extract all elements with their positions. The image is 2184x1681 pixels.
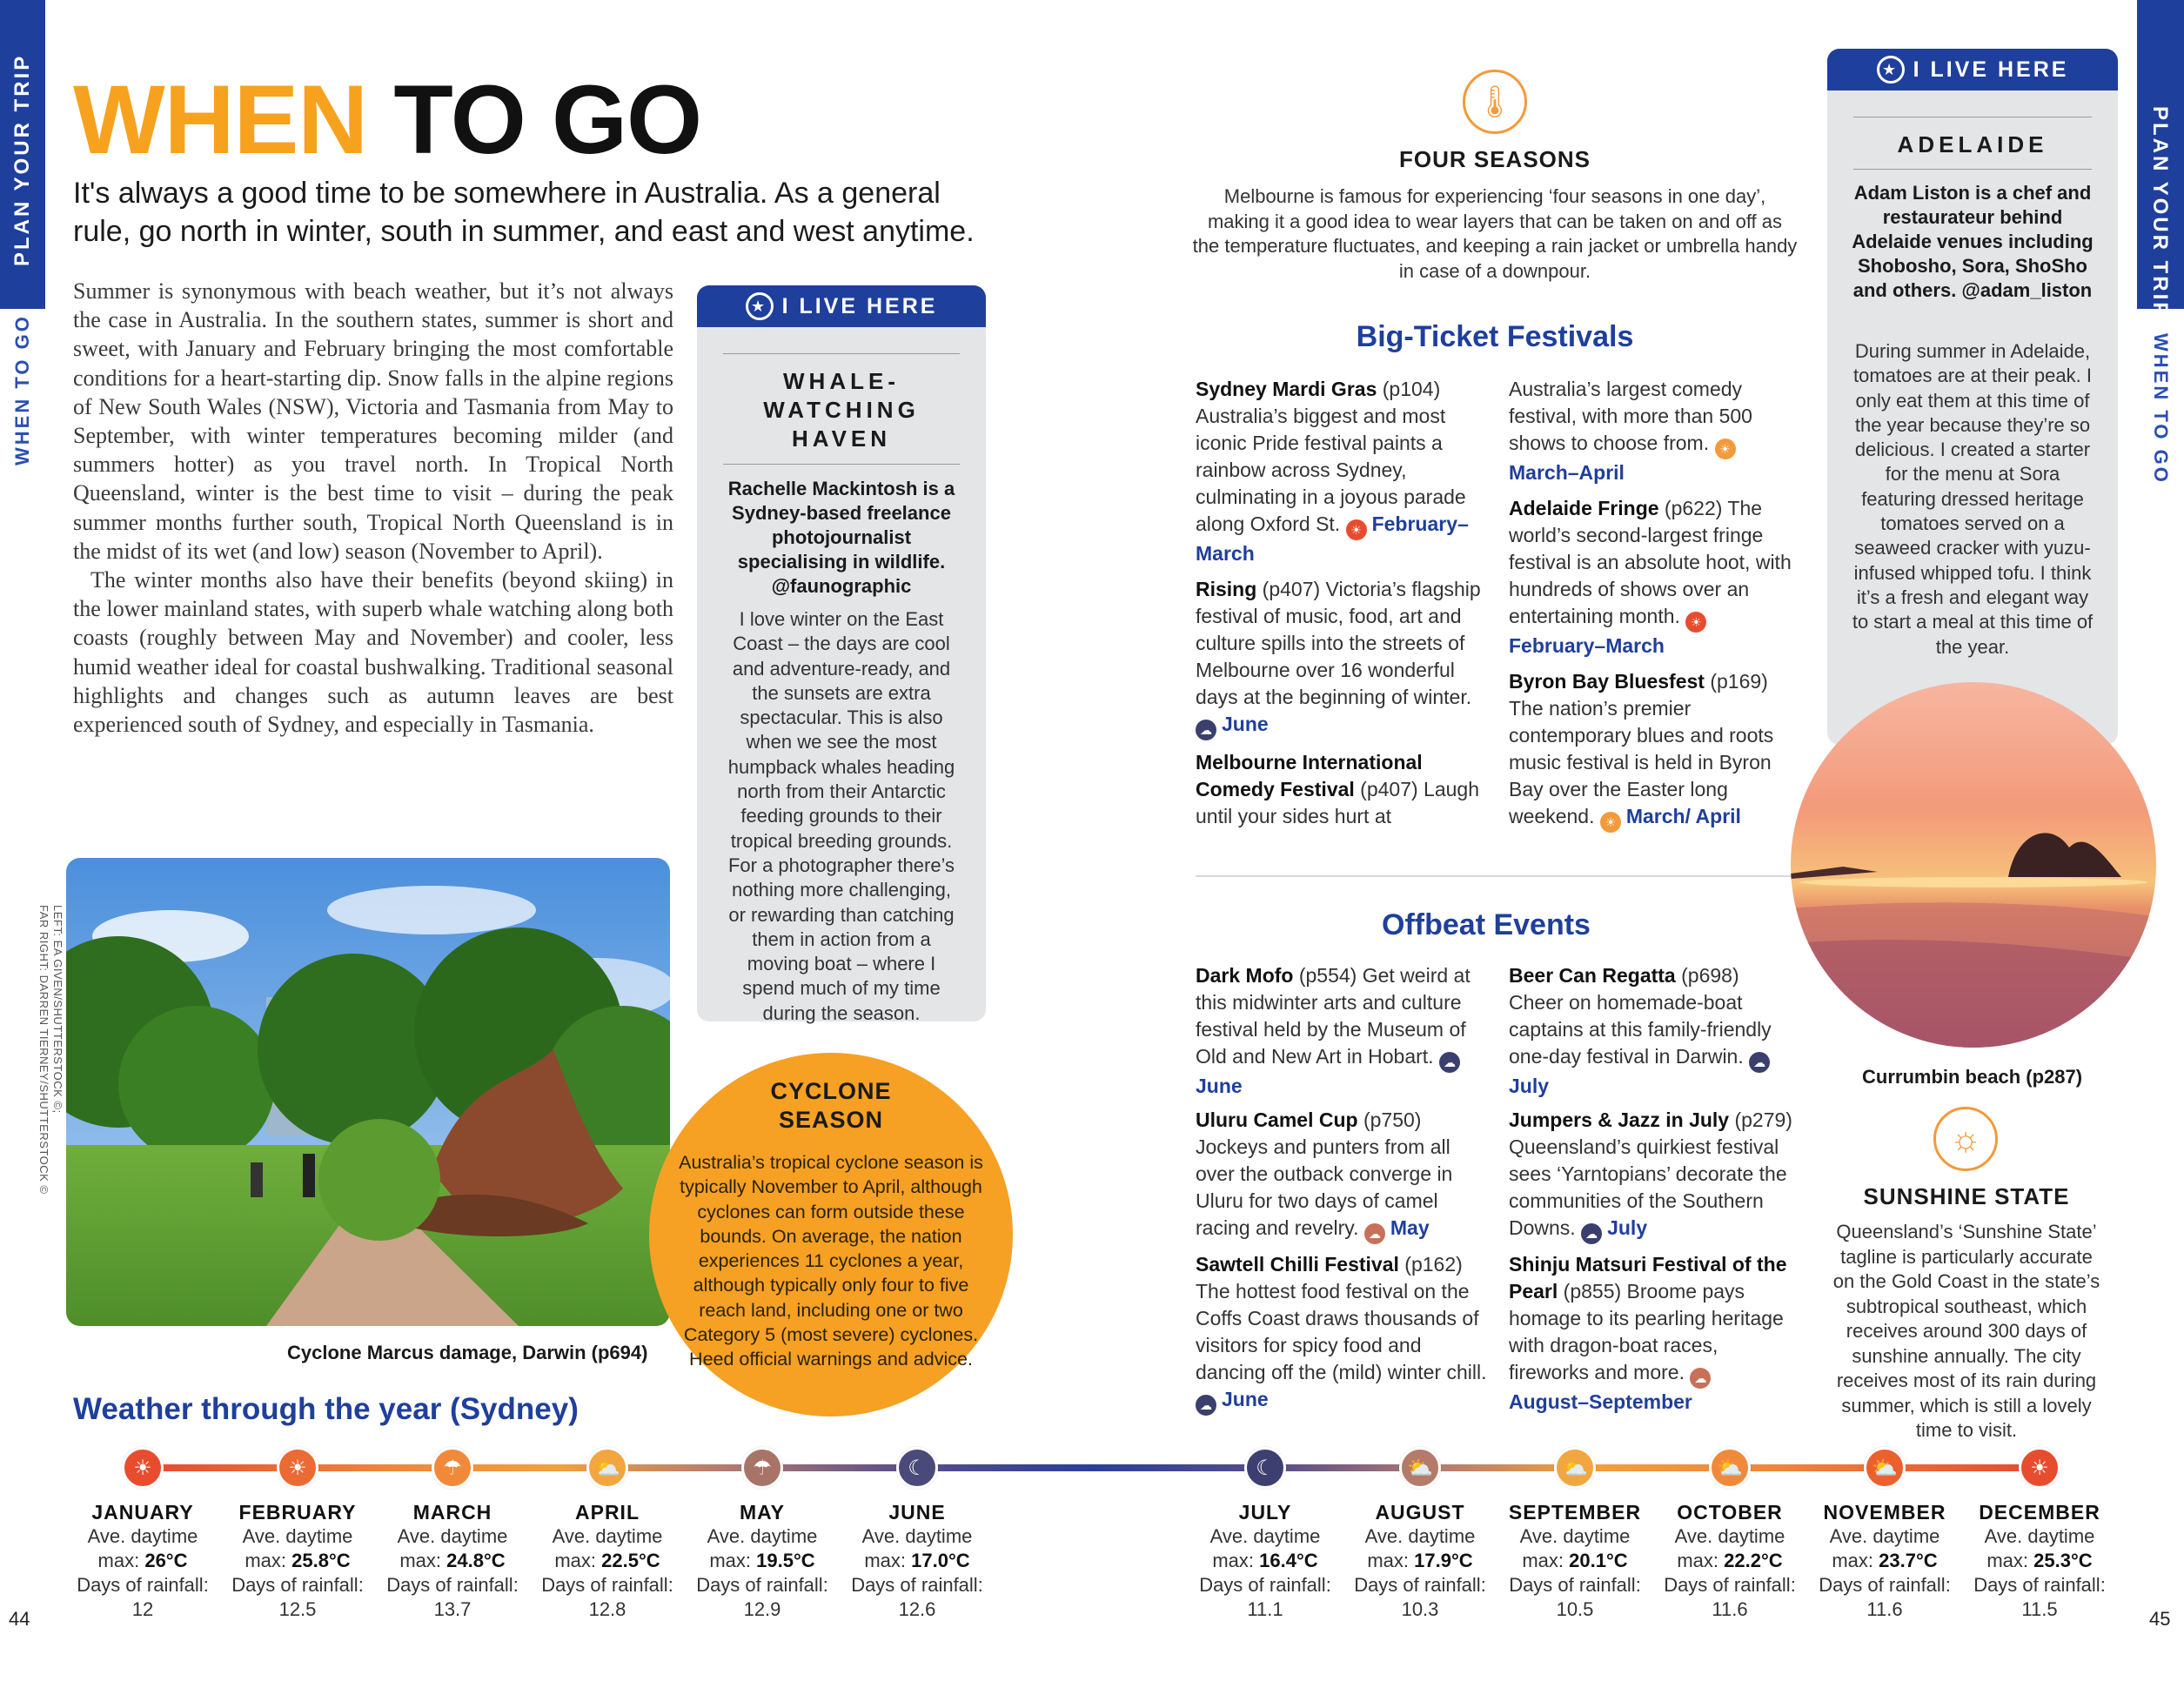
month-name: OCTOBER [1677, 1501, 1783, 1524]
rain-label: Days of rainfall: [1664, 1574, 1796, 1596]
intro-text: It's always a good time to be somewhere in Australia. As a general rule, go north in winter, south in summer, and east and west anytime. [73, 177, 975, 248]
rain-days: 12.6 [898, 1598, 936, 1620]
rain-label: Days of rainfall: [1354, 1574, 1486, 1596]
temp-line [1191, 1549, 1339, 1573]
star-badge-icon [1877, 56, 1905, 84]
festival-when: June [1222, 713, 1269, 735]
temp-label: Ave. daytime [87, 1525, 198, 1547]
weather-month-may [688, 1500, 836, 1622]
festival-item [1509, 376, 1796, 486]
four-seasons-title: FOUR SEASONS [1398, 146, 1591, 172]
max-prefix: max: [709, 1550, 752, 1571]
rain-days: 12.8 [588, 1598, 626, 1620]
festival-item [1196, 749, 1491, 830]
month-name: JUNE [888, 1501, 946, 1524]
max-prefix: max: [245, 1550, 287, 1571]
autumn-sun-icon: ☀ [1715, 439, 1736, 459]
temp-line [1811, 1549, 1959, 1573]
rain-days: 12.9 [743, 1598, 781, 1620]
currumbin-beach-photo [1791, 682, 2156, 1048]
event-desc: Jockeys and punters from all over the outback converge in Uluru for two days of camel racing and revelry. [1196, 1135, 1453, 1239]
event-ref: (p698) [1675, 964, 1739, 987]
section-divider [1196, 875, 1796, 877]
i-live-here-header [1827, 49, 2118, 90]
temp-label: Ave. daytime [242, 1525, 353, 1547]
temp-label: Ave. daytime [1209, 1525, 1321, 1547]
max-temp: 17.0°C [911, 1550, 970, 1571]
month-name: SEPTEMBER [1508, 1501, 1642, 1524]
winter-cloud-icon: ☁ [1749, 1052, 1770, 1073]
temp-line [533, 1549, 681, 1573]
temp-label: Ave. daytime [397, 1525, 508, 1547]
i-live-here-box-adelaide [1827, 49, 2118, 745]
festival-desc: Laugh until your sides hurt at [1196, 778, 1480, 827]
rain-days: 11.6 [1712, 1598, 1748, 1620]
photo-credit [30, 905, 64, 1195]
rain-days: 13.7 [433, 1598, 472, 1620]
winter-cloud-icon: ☁ [1196, 1395, 1216, 1416]
cyclone-title: CYCLONE SEASON [770, 1078, 892, 1133]
festival-item [1196, 576, 1491, 740]
rain-label: Days of rainfall: [851, 1574, 983, 1596]
whale-box-title: WHALE-WATCHING HAVEN [763, 368, 920, 452]
temp-label: Ave. daytime [1519, 1525, 1631, 1547]
max-temp: 22.2°C [1724, 1550, 1783, 1571]
max-temp: 16.4°C [1259, 1550, 1318, 1571]
whale-box-author: Rachelle Mackintosh is a Sydney-based freelance photojournalist specialising in wildlife. @faunographic [727, 478, 955, 597]
max-prefix: max: [1832, 1550, 1874, 1571]
section-tab-left [0, 0, 45, 309]
month-name: FEBRUARY [238, 1501, 357, 1524]
sun-icon: ☀ [122, 1447, 164, 1489]
winter-cloud-icon: ☁ [1439, 1052, 1460, 1073]
rain-label: Days of rainfall: [1199, 1574, 1331, 1596]
weather-month-august [1346, 1500, 1494, 1622]
moon-cloud-icon: ☾ [1244, 1447, 1286, 1489]
event-desc: Cheer on homemade-boat captains at this family-friendly one-day festival in Darwin. [1509, 991, 1772, 1068]
credit-line: LEFT: EA GIVEN/SHUTTERSTOCK ©; [51, 905, 64, 1114]
whale-box-text: I love winter on the East Coast – the days are cool and adventure-ready, and the sunsets are extra spectacular. This is also when we see the most humpback whales heading north from their Antarctic feeding grounds to their tropical breeding grounds. For a photographer there’s nothing more challenging, or rewarding than catching them in action from a moving boat – where I spend much of my time during the season. [727, 608, 955, 1024]
rain-label: Days of rainfall: [1819, 1574, 1951, 1596]
event-name: Beer Can Regatta [1509, 964, 1676, 987]
offbeat-heading: Offbeat Events [1382, 908, 1591, 941]
max-prefix: max: [399, 1550, 442, 1571]
festival-ref: (p407) [1354, 778, 1418, 800]
event-item [1509, 962, 1796, 1100]
temp-line [843, 1549, 991, 1573]
rain-days: 12.5 [278, 1598, 317, 1620]
event-name: Jumpers & Jazz in July [1509, 1108, 1730, 1131]
event-item [1509, 1107, 1796, 1244]
adelaide-box-text: During summer in Adelaide, tomatoes are at their peak. I only eat them at this time of the year because they’re so delicious. I created a starter for the menu at Sora featuring dressed heritage tomatoes served on a seaweed cracker with yuzu-infused whipped tofu. I think it’s a fresh and elegant way to start a meal at this time of the year. [1852, 340, 2094, 658]
max-temp: 23.7°C [1879, 1550, 1938, 1571]
festival-when: March–April [1509, 461, 1625, 484]
festival-ref: (p622) [1658, 497, 1723, 519]
cyclone-season-callout [649, 1053, 1013, 1416]
page-title [73, 65, 702, 174]
festival-name: Rising [1196, 578, 1257, 600]
festival-item [1509, 495, 1796, 660]
festival-name: Byron Bay Bluesfest [1509, 670, 1705, 693]
temp-line [224, 1549, 372, 1573]
body-text [73, 277, 673, 739]
i-live-here-label: I LIVE HERE [781, 293, 938, 318]
offbeat-left-column [1196, 962, 1491, 1416]
max-temp: 25.3°C [2033, 1550, 2093, 1571]
month-name: MARCH [412, 1501, 492, 1524]
temp-label: Ave. daytime [1364, 1525, 1476, 1547]
weather-month-november [1811, 1500, 1959, 1622]
rain-days: 11.1 [1247, 1598, 1283, 1620]
adelaide-box-title: ADELAIDE [1897, 131, 2048, 157]
adelaide-box-author: Adam Liston is a chef and restaurateur behind Adelaide venues including Shobosho, Sora, ShoSho and others. @adam_liston [1852, 182, 2094, 301]
sun-cloud-icon: ⛅ [1554, 1447, 1596, 1489]
rain-label: Days of rainfall: [77, 1574, 209, 1596]
event-item [1196, 1251, 1491, 1416]
max-prefix: max: [1522, 1550, 1564, 1571]
rain-label: Days of rainfall: [541, 1574, 673, 1596]
rain-days: 10.3 [1401, 1598, 1439, 1620]
max-temp: 25.8°C [291, 1550, 351, 1571]
beach-sunset-image [1791, 682, 2156, 1048]
weather-month-march [379, 1500, 526, 1622]
event-ref: (p855) [1558, 1280, 1622, 1303]
festival-ref: (p104) [1377, 378, 1441, 400]
max-prefix: max: [1212, 1550, 1255, 1571]
event-desc: The hottest food festival on the Coffs Coast draws thousands of visitors for spicy food and dancing off the (mild) winter chill. [1196, 1280, 1487, 1383]
i-live-here-box-whale [697, 285, 986, 1024]
event-item [1196, 1107, 1491, 1244]
summer-sun-icon: ☀ [1685, 612, 1706, 633]
page-number-right: 45 [2149, 1608, 2171, 1630]
max-temp: 20.1°C [1569, 1550, 1628, 1571]
max-prefix: max: [1367, 1550, 1410, 1571]
rain-days: 12 [131, 1598, 154, 1620]
weather-month-october [1656, 1500, 1804, 1622]
section-subtab-label-right: WHEN TO GO [2150, 333, 2172, 485]
max-temp: 19.5°C [756, 1550, 815, 1571]
rain-days: 11.6 [1866, 1598, 1903, 1620]
temp-label: Ave. daytime [707, 1525, 818, 1547]
section-subtab-label: WHEN TO GO [11, 314, 33, 465]
temp-line [69, 1549, 217, 1573]
festival-name: Adelaide Fringe [1509, 497, 1659, 519]
max-prefix: max: [97, 1550, 140, 1571]
temp-label: Ave. daytime [861, 1525, 973, 1547]
body-paragraph: Summer is synonymous with beach weather, but it’s not always the case in Australia. In the southern states, summer is short and sweet, with January and February bringing the most comfortable conditions for a heart-starting dip. Snow falls in the alpine regions of New South Wales (NSW), Victoria and Tasmania from May to September, with winter temperatures becoming milder (and summers hotter) as you travel north. In Tropical North Queensland, winter is the best time to visit – during the peak summer months further south, Tropical North Queensland is in the midst of its wet (and low) season (November to April). [73, 278, 673, 564]
photo-caption: Cyclone Marcus damage, Darwin (p694) [287, 1342, 648, 1363]
sun-cloud-icon: ⛅ [1864, 1447, 1906, 1489]
event-name: Sawtell Chilli Festival [1196, 1253, 1399, 1276]
weather-month-june [843, 1500, 991, 1622]
offbeat-right-column [1509, 962, 1796, 1416]
winter-cloud-icon: ☁ [1581, 1223, 1602, 1244]
divider [723, 353, 960, 354]
event-ref: (p279) [1729, 1108, 1792, 1131]
max-prefix: max: [1986, 1550, 2029, 1571]
festival-desc: Victoria’s flagship festival of music, food, art and culture spills into the streets of Melbourne over 16 wonderful days at the beginning of winter. [1196, 578, 1481, 708]
festival-desc: The nation’s premier contemporary blues and roots music festival is held in Byron Bay over the Easter long weekend. [1509, 697, 1774, 827]
sunshine-text: Queensland’s ‘Sunshine State’ tagline is particularly accurate on the Gold Coast in the state’s subtropical southeast, which receives around 300 days of sunshine annually. The city receives most of its rain during summer, which is still a lovely time to visit. [1832, 1221, 2100, 1441]
thermometer-icon: 🌡 [1463, 70, 1527, 134]
moon-cloud-icon: ☾ [896, 1447, 938, 1489]
weather-month-july [1191, 1500, 1339, 1622]
festivals-left-column [1196, 376, 1491, 830]
event-desc: Get weird at this midwinter arts and culture festival held by the Museum of Old and New Art in Hobart. [1196, 964, 1471, 1068]
temp-label: Ave. daytime [1674, 1525, 1785, 1547]
summer-sun-icon: ☀ [1346, 519, 1367, 540]
rain-label: Days of rainfall: [696, 1574, 828, 1596]
month-name: APRIL [575, 1501, 640, 1524]
festival-desc: The world’s second-largest fringe festival is an absolute hoot, with hundreds of shows over an entertaining month. [1509, 497, 1792, 627]
sun-cloud-icon: ⛅ [586, 1447, 628, 1489]
festival-name: Sydney Mardi Gras [1196, 378, 1377, 400]
rain-cloud-icon: ☂ [741, 1447, 783, 1489]
section-tab-label: PLAN YOUR TRIP [10, 53, 34, 266]
month-name: DECEMBER [1979, 1501, 2100, 1524]
month-name: MAY [740, 1501, 785, 1524]
festival-when: February–March [1509, 634, 1665, 657]
autumn-sun-icon: ☀ [1600, 812, 1621, 833]
temp-line [379, 1549, 526, 1573]
temp-line [1346, 1549, 1494, 1573]
winter-cloud-icon: ☁ [1196, 720, 1216, 740]
festivals-heading: Big-Ticket Festivals [1356, 320, 1634, 353]
month-name: JULY [1238, 1501, 1292, 1524]
beach-caption: Currumbin beach (p287) [1862, 1066, 2083, 1088]
event-item [1196, 962, 1491, 1100]
month-name: JANUARY [91, 1501, 194, 1524]
event-item [1509, 1251, 1796, 1416]
event-name: Dark Mofo [1196, 964, 1294, 987]
max-prefix: max: [554, 1550, 597, 1571]
event-desc: Broome pays homage to its pearling heritage with dragon-boat races, fireworks and more. [1509, 1280, 1784, 1383]
event-name: Shinju Matsuri Festival of the Pearl [1509, 1253, 1787, 1303]
i-live-here-label: I LIVE HERE [1913, 57, 2069, 82]
sun-icon: ☀ [277, 1447, 318, 1489]
rain-cloud-icon: ☂ [432, 1447, 473, 1489]
festival-name: Melbourne International Comedy Festival [1196, 751, 1423, 800]
max-prefix: max: [1677, 1550, 1719, 1571]
festival-ref: (p407) [1256, 578, 1321, 600]
weather-month-september [1501, 1500, 1649, 1622]
sun-icon: ☀ [2019, 1447, 2060, 1489]
sun-cloud-icon: ⛅ [1399, 1447, 1441, 1489]
divider [723, 464, 960, 465]
divider [1853, 169, 2092, 170]
weather-month-december [1966, 1500, 2114, 1622]
event-ref: (p554) [1293, 964, 1357, 987]
month-name: NOVEMBER [1823, 1501, 1946, 1524]
rain-days: 11.5 [2021, 1598, 2058, 1620]
cyclone-photo [66, 858, 670, 1326]
event-ref: (p750) [1357, 1108, 1422, 1131]
weather-month-february [224, 1500, 372, 1622]
festival-desc: Australia’s biggest and most iconic Pride festival paints a rainbow across Sydney, culminating in a joyous parade along Oxford St. [1196, 405, 1466, 535]
event-when: August–September [1509, 1390, 1692, 1413]
max-temp: 22.5°C [601, 1550, 660, 1571]
page-title-part2: TO GO [393, 65, 702, 174]
weather-month-january [69, 1500, 217, 1622]
max-temp: 26°C [144, 1550, 188, 1571]
temp-line [688, 1549, 836, 1573]
max-temp: 17.9°C [1414, 1550, 1473, 1571]
weather-heading: Weather through the year (Sydney) [73, 1392, 579, 1426]
autumn-cloud-icon: ☁ [1364, 1223, 1385, 1244]
weather-month-april [533, 1500, 681, 1622]
event-ref: (p162) [1398, 1253, 1463, 1276]
star-badge-icon [746, 292, 774, 320]
spring-cloud-icon: ☁ [1690, 1368, 1711, 1389]
festival-desc: Australia’s largest comedy festival, with more than 500 shows to choose from. [1509, 378, 1752, 454]
rain-label: Days of rainfall: [231, 1574, 364, 1596]
month-name: AUGUST [1375, 1501, 1465, 1524]
max-prefix: max: [864, 1550, 907, 1571]
festivals-right-column [1509, 376, 1796, 833]
rain-days: 10.5 [1556, 1598, 1594, 1620]
event-when: June [1222, 1388, 1269, 1410]
credit-line: FAR RIGHT: DARREN TIERNEY/SHUTTERSTOCK © [37, 905, 50, 1195]
temp-label: Ave. daytime [1829, 1525, 1940, 1547]
weather-timeline [143, 1464, 2040, 1471]
page-number-left: 44 [9, 1608, 30, 1630]
section-tab-right [2137, 0, 2184, 319]
festival-item [1196, 376, 1491, 567]
festival-when: February–March [1196, 512, 1469, 565]
rain-label: Days of rainfall: [1973, 1574, 2106, 1596]
four-seasons-text: Melbourne is famous for experiencing ‘four seasons in one day’, making it a good idea to wear layers that can be taken on and off as the temperature fluctuates, and keeping a rain jacket or umbrella handy in case of a downpour. [1192, 185, 1798, 282]
festival-ref: (p169) [1704, 670, 1768, 693]
temp-line [1656, 1549, 1804, 1573]
rain-label: Days of rainfall: [386, 1574, 519, 1596]
event-name: Uluru Camel Cup [1196, 1108, 1358, 1131]
cyclone-text: Australia’s tropical cyclone season is typically November to April, although cyclones can form outside these bounds. On average, the nation experiences 11 cyclones a year, although typically only four to five reach land, including one or two Category 5 (most severe) cyclones. Heed official warnings and advice. [679, 1152, 983, 1370]
page-title-part1: WHEN [73, 65, 368, 174]
event-desc: Queensland’s quirkiest festival sees ‘Yarntopians’ decorate the communities of the Southern Downs. [1509, 1135, 1787, 1239]
event-when: July [1607, 1216, 1648, 1239]
temp-line [1501, 1549, 1649, 1573]
max-temp: 24.8°C [446, 1550, 506, 1571]
event-when: July [1509, 1075, 1550, 1097]
event-when: May [1390, 1216, 1430, 1239]
festival-item [1509, 668, 1796, 833]
event-when: June [1196, 1075, 1243, 1097]
body-paragraph: The winter months also have their benefits (beyond skiing) in the lower mainland states, with superb whale watching along both coasts (roughly between May and November) and cooler, less humid weather ideal for coastal bushwalking. Traditional seasonal highlights and changes such as autumn leaves are best experienced south of Sydney, and especially in Tasmania. [73, 567, 673, 738]
sun-cloud-icon: ⛅ [1709, 1447, 1751, 1489]
temp-label: Ave. daytime [1984, 1525, 2095, 1547]
i-live-here-header [697, 285, 986, 327]
section-tab-label-right: PLAN YOUR TRIP [2148, 106, 2172, 319]
sunshine-title: SUNSHINE STATE [1863, 1183, 2070, 1209]
sun-icon: ☼ [1933, 1107, 1998, 1171]
festival-when: March/ April [1625, 805, 1741, 827]
cyclone-damage-image [66, 858, 670, 1326]
rain-label: Days of rainfall: [1509, 1574, 1641, 1596]
temp-label: Ave. daytime [552, 1525, 663, 1547]
temp-line [1966, 1549, 2114, 1573]
